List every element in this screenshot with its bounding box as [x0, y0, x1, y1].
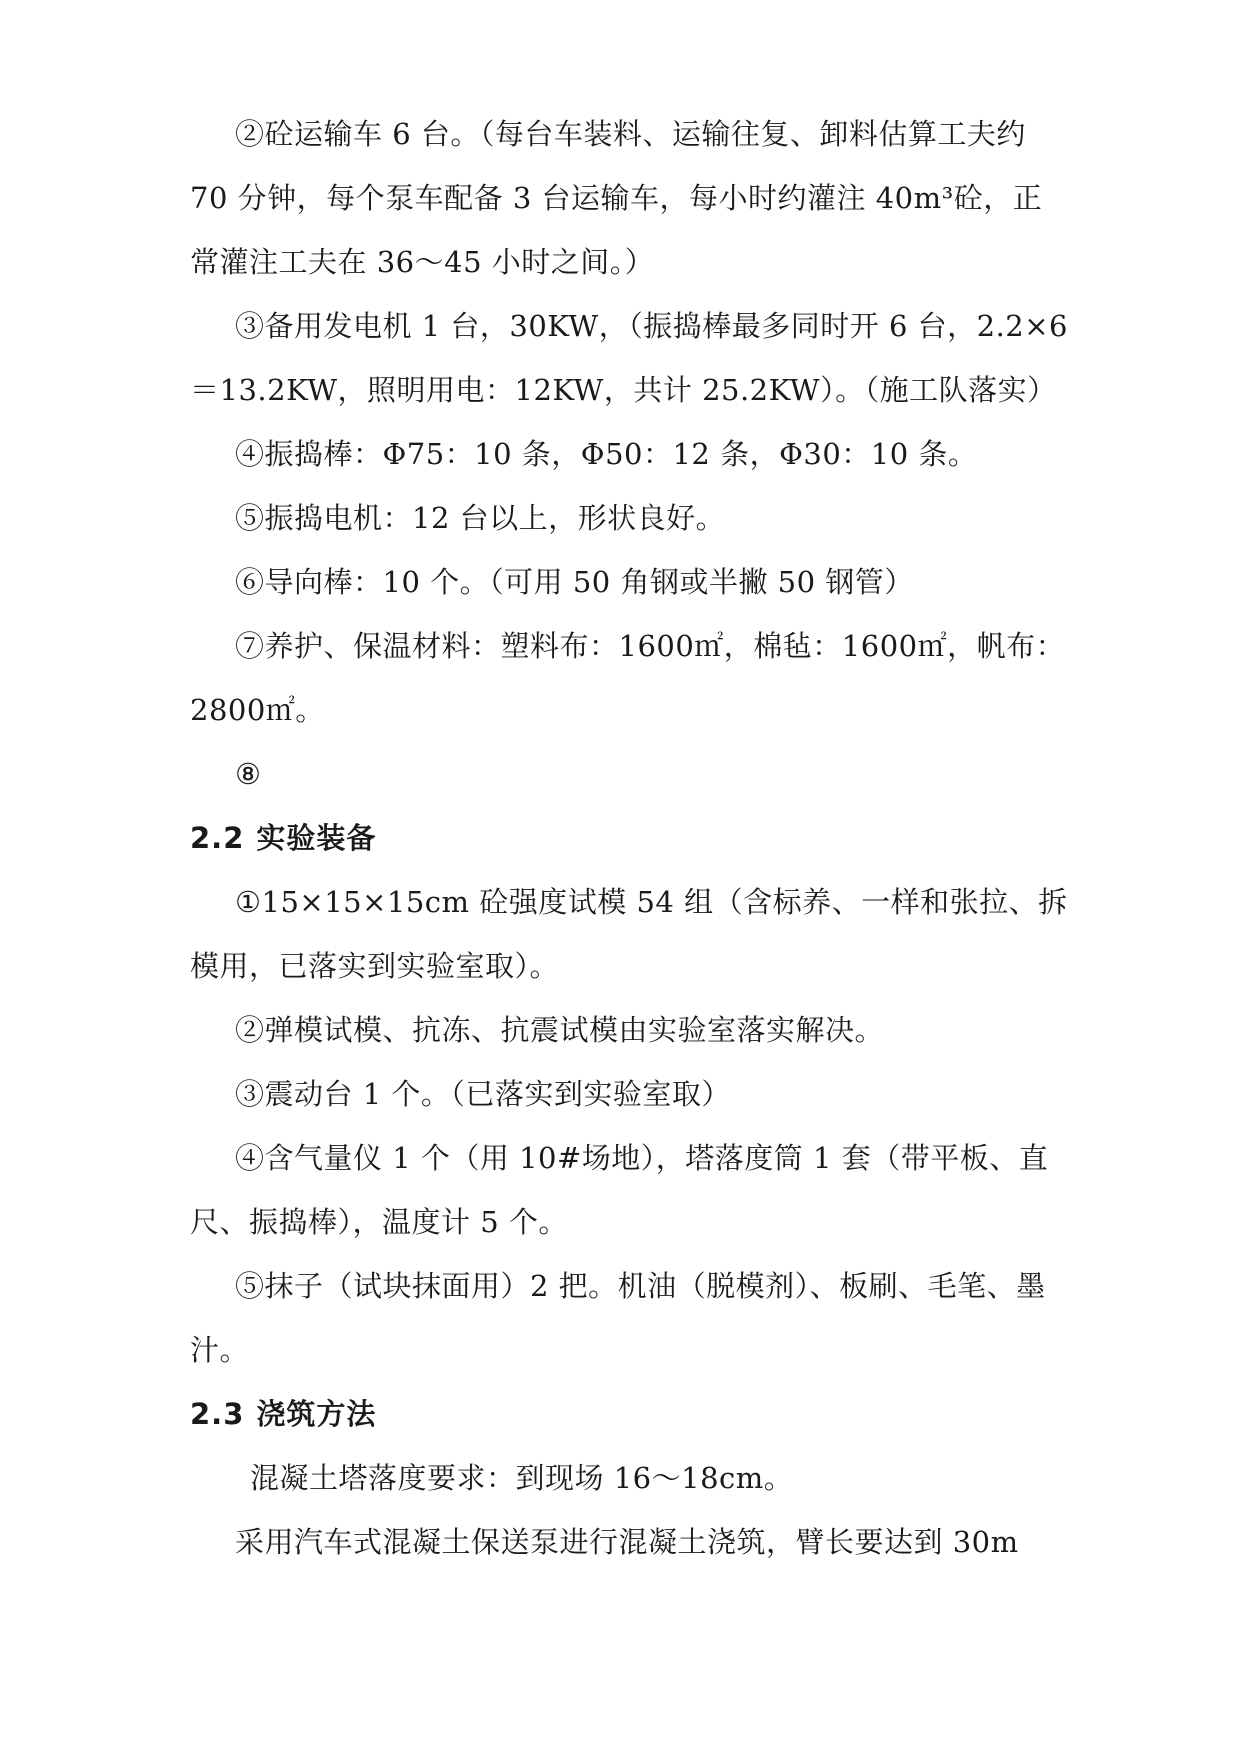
paragraph-item-8: ⑧ [235, 757, 262, 791]
paragraph-elastic-molds: ②弹模试模、抗冻、抗震试模由实验室落实解决。 [235, 1013, 885, 1047]
paragraph-trowels: ⑤抹子（试块抹面用）2 把。机油（脱模剂）、板刷、毛笔、墨汁。 [190, 1269, 1046, 1367]
section-heading-2-2 [190, 806, 1070, 870]
paragraph-test-molds: ①15×15×15cm 砼强度试模 54 组（含标养、一样和张拉、拆模用，已落实到实验室取）。 [190, 885, 1068, 983]
document-body [190, 102, 1070, 1574]
section-number: 2.3 [190, 1397, 245, 1431]
paragraph-vibrator-rods: ④振捣棒：Φ75：10 条，Φ50：12 条，Φ30：10 条。 [235, 437, 978, 471]
paragraph-vibration-table: ③震动台 1 个。（已落实到实验室取） [235, 1077, 731, 1111]
section-heading-2-3 [190, 1382, 1070, 1446]
paragraph-air-content-meter: ④含气量仪 1 个（用 10#场地），塔落度筒 1 套（带平板、直尺、振捣棒），温度计 5 个。 [190, 1141, 1049, 1239]
section-title: 浇筑方法 [256, 1397, 377, 1431]
section-number: 2.2 [190, 821, 245, 855]
paragraph-generator: ③备用发电机 1 台，30KW，（振捣棒最多同时开 6 台，2.2×6＝13.2KW，照明用电：12KW，共计 25.2KW）。（施工队落实） [190, 309, 1068, 407]
paragraph-guide-rods: ⑥导向棒：10 个。（可用 50 角钢或半撇 50 钢管） [235, 565, 914, 599]
paragraph-concrete-trucks: ②砼运输车 6 台。（每台车装料、运输往复、卸料估算工夫约 70 分钟，每个泵车配备 3 台运输车，每小时约灌注 40m³砼，正常灌注工夫在 36～45 小时之间。） [190, 117, 1043, 279]
paragraph-vibrator-motors: ⑤振捣电机：12 台以上，形状良好。 [235, 501, 726, 535]
paragraph-curing-materials: ⑦养护、保温材料：塑料布：1600㎡，棉毡：1600㎡，帆布：2800㎡。 [190, 629, 1066, 727]
paragraph-slump-requirement: 混凝土塔落度要求：到现场 16～18cm。 [250, 1461, 794, 1495]
section-title: 实验装备 [256, 821, 377, 855]
paragraph-pump-method: 采用汽车式混凝土保送泵进行混凝土浇筑，臂长要达到 30m [235, 1525, 1019, 1559]
